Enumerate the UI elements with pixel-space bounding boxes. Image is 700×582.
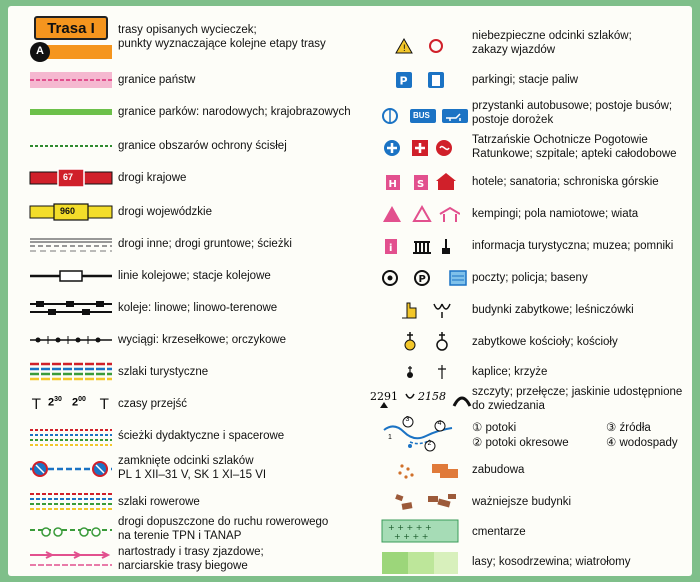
label-cable-cars: koleje: linowe; linowo-terenowe	[118, 302, 278, 314]
bus-stop-label: BUS	[413, 111, 430, 120]
church-icons	[380, 330, 474, 354]
label-dangerous-sections: niebezpieczne odcinki szlaków; zakazy wjazdów	[472, 30, 632, 56]
map-legend	[8, 6, 692, 576]
label-chapels: kaplice; krzyże	[472, 366, 548, 378]
label-educational-paths: ścieżki dydaktyczne i spacerowe	[118, 430, 285, 442]
time-b-hours: 2	[72, 396, 79, 409]
label-camping: kempingi; pola namiotowe; wiata	[472, 208, 639, 220]
label-state-borders: granice państw	[118, 74, 196, 86]
label-seasonal-streams: ② potoki okresowe	[472, 437, 569, 449]
chapel-cross-icons	[380, 360, 474, 384]
educational-paths-symbol	[28, 424, 114, 448]
label-railways: linie kolejowe; stacje kolejowe	[118, 270, 271, 282]
label-bus-stops: przystanki autobusowe; postoje busów; postoje dorożek	[472, 100, 673, 126]
national-road-symbol	[28, 166, 114, 190]
historic-building-forester-icons	[380, 298, 474, 322]
label-strict-reserve: granice obszarów ochrony ścisłej	[118, 140, 287, 152]
route-title-badge	[34, 16, 108, 40]
waterfall-number: 4	[437, 420, 442, 427]
info-museum-monument-icons	[380, 234, 460, 258]
peak-height: 2291	[370, 390, 398, 403]
label-bike-permitted-roads: drogi dopuszczone do ruchu rowerowego na terenie TPN i TANAP	[118, 516, 329, 542]
label-historic-buildings: budynki zabytkowe; leśniczówki	[472, 304, 634, 316]
built-up-areas-symbol	[380, 458, 474, 482]
label-ski-runs: nartostrady i trasy zjazdowe; narciarskie trasy biegowe	[118, 546, 264, 572]
label-cemeteries: cmentarze	[472, 526, 526, 538]
label-walking-times: czasy przejść	[118, 398, 188, 410]
label-national-roads: drogi krajowe	[118, 172, 187, 184]
hotel-sanatorium-hostel-icons	[380, 170, 460, 194]
svg-text:i: i	[389, 243, 393, 254]
label-parking: parkingi; stacje paliw	[472, 74, 579, 86]
cemetery-symbol	[380, 518, 460, 544]
forests-symbol	[380, 550, 460, 576]
label-peaks: szczyty; przełęcze; jaskinie udostępnione do zwiedzania	[472, 386, 683, 412]
svg-text:H: H	[388, 179, 397, 190]
bike-permitted-roads-symbol	[28, 518, 114, 542]
state-border-symbol	[28, 68, 114, 92]
svg-text:!: !	[402, 44, 407, 54]
transport-icons	[380, 104, 474, 128]
svg-text:T: T	[32, 397, 41, 413]
label-closed-trails: zamknięte odcinki szlaków PL 1 XII–31 V, SK 1 XI–15 VI	[118, 455, 267, 481]
important-buildings-symbol	[380, 490, 474, 514]
ski-lift-symbol	[28, 328, 114, 352]
label-waterfalls: ④ wodospady	[606, 437, 678, 449]
danger-and-ban-icons	[380, 34, 460, 58]
time-a-hours: 2	[48, 396, 55, 409]
label-springs: ③ źródła	[606, 422, 651, 434]
walking-time-b	[72, 396, 86, 409]
label-regional-roads: drogi wojewódzkie	[118, 206, 212, 218]
label-ski-lifts: wyciągi: krzesełkowe; orczykowe	[118, 334, 287, 346]
railway-symbol	[28, 264, 114, 288]
svg-text:P: P	[418, 274, 426, 285]
svg-text:T: T	[100, 397, 109, 413]
label-churches: zabytkowe kościoły; kościoły	[472, 336, 618, 348]
label-park-borders: granice parków: narodowych; krajobrazowych	[118, 106, 351, 118]
peak-pass-cave-icons	[368, 386, 472, 410]
other-roads-symbol	[28, 232, 114, 256]
label-info-museums: informacja turystyczna; muzea; pomniki	[472, 240, 674, 252]
svg-text:P: P	[399, 74, 408, 88]
time-a-minutes: 30	[54, 396, 62, 403]
water-features-symbol	[380, 416, 460, 454]
tourist-trails-symbol	[28, 359, 114, 383]
closed-trails-symbol	[28, 457, 114, 481]
stream-number: 1	[388, 434, 392, 441]
strict-reserve-symbol	[28, 134, 114, 158]
svg-text:+ + + + +: + + + + +	[388, 523, 432, 532]
pass-height: 2158	[418, 390, 446, 403]
label-built-up: zabudowa	[472, 464, 525, 476]
label-hotels: hotele; sanatoria; schroniska górskie	[472, 176, 659, 188]
spring-number: 3	[405, 416, 410, 423]
regional-road-number: 960	[60, 206, 76, 216]
label-important-buildings: ważniejsze budynki	[472, 496, 572, 508]
label-bike-trails: szlaki rowerowe	[118, 496, 200, 508]
time-b-minutes: 00	[78, 396, 86, 403]
route-title-text: Trasa I	[47, 19, 95, 37]
label-post-police: poczty; policja; baseny	[472, 272, 588, 284]
route-stage-letter: A	[36, 45, 44, 57]
ski-runs-symbol	[28, 548, 114, 572]
rescue-hospital-pharmacy-icons	[380, 136, 460, 160]
post-police-pool-icons	[380, 266, 474, 290]
regional-road-symbol	[28, 200, 114, 224]
label-forests: lasy; kosodrzewina; wiatrołomy	[472, 556, 631, 568]
route-line-symbol	[28, 40, 114, 64]
label-other-roads: drogi inne; drogi gruntowe; ścieżki	[118, 238, 292, 250]
camping-icons	[380, 202, 460, 226]
walking-time-a	[48, 396, 62, 409]
parking-fuel-icons	[380, 68, 460, 92]
label-tourist-trails: szlaki turystyczne	[118, 366, 209, 378]
label-streams: ① potoki	[472, 422, 517, 434]
svg-text:+ + + +: + + + +	[394, 532, 429, 541]
cable-car-symbol	[28, 296, 114, 320]
park-border-symbol	[28, 100, 114, 124]
label-routes: trasy opisanych wycieczek; punkty wyznaczające kolejne etapy trasy	[118, 24, 326, 50]
svg-text:S: S	[417, 179, 425, 190]
walking-times-symbol	[28, 392, 114, 416]
seasonal-stream-number: 2	[427, 440, 432, 447]
label-rescue-services: Tatrzańskie Ochotnicze Pogotowie Ratunkowe; szpitale; apteki całodobowe	[472, 134, 677, 160]
national-road-number: 67	[63, 172, 74, 182]
bike-trails-symbol	[28, 489, 114, 513]
